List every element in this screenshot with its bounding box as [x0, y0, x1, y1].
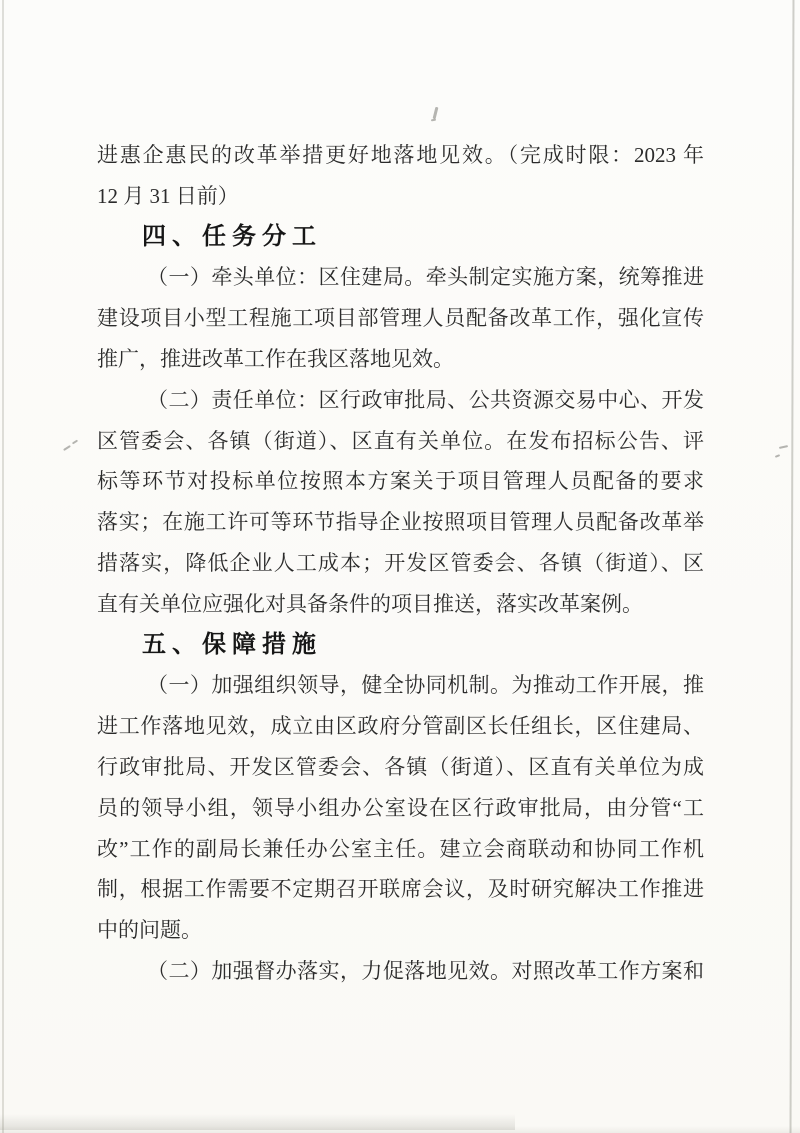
document-body	[97, 135, 704, 992]
text-line: 12 月 31 日前）	[97, 183, 239, 208]
text-line: 制，根据工作需要不定期召开联席会议，及时研究解决工作推进	[97, 877, 704, 902]
scan-shadow-bottom-faint	[0, 1126, 800, 1133]
scan-speck	[63, 445, 71, 451]
scan-speck	[72, 440, 78, 445]
text-line: 中的问题。	[97, 918, 202, 943]
text-line: 落实；在施工许可等环节指导企业按照项目管理人员配备改革举	[97, 510, 704, 535]
text-line: 标等环节对投标单位按照本方案关于项目管理人员配备的要求	[97, 469, 704, 494]
scan-speck	[779, 445, 788, 449]
text-line: 区管委会、各镇（街道）、区直有关单位。在发布招标公告、评	[97, 428, 704, 453]
scan-speck	[775, 454, 780, 458]
section-heading: 五、保障措施	[142, 630, 322, 658]
section-heading: 四、任务分工	[142, 222, 322, 250]
text-line: 进工作落地见效，成立由区政府分管副区长任组长，区住建局、	[97, 714, 704, 739]
text-line: 进惠企惠民的改革举措更好地落地见效。（完成时限：2023 年	[97, 143, 704, 167]
page-edge-right	[790, 0, 795, 1133]
text-line: 直有关单位应强化对具备条件的项目推送，落实改革案例。	[97, 591, 643, 616]
text-line: 员的领导小组，领导小组办公室设在区行政审批局，由分管“工	[97, 795, 704, 820]
text-line: 措落实，降低企业人工成本；开发区管委会、各镇（街道）、区	[97, 550, 704, 575]
text-line: （一）加强组织领导，健全协同机制。为推动工作开展，推	[147, 673, 704, 698]
page-edge-left	[2, 0, 4, 1133]
text-line: 建设项目小型工程施工项目部管理人员配备改革工作，强化宣传	[97, 306, 704, 331]
text-line: （二）责任单位：区行政审批局、公共资源交易中心、开发	[147, 387, 704, 412]
text-line: 行政审批局、开发区管委会、各镇（街道）、区直有关单位为成	[97, 754, 704, 779]
text-line: 改”工作的副局长兼任办公室主任。建立会商联动和协同工作机	[97, 836, 704, 861]
text-line: （一）牵头单位：区住建局。牵头制定实施方案，统筹推进	[147, 265, 704, 290]
text-line: （二）加强督办落实，力促落地见效。对照改革工作方案和	[147, 958, 704, 983]
scan-speck	[431, 119, 436, 122]
scan-speck	[433, 107, 439, 119]
text-line: 推广，推进改革工作在我区落地见效。	[97, 346, 454, 371]
